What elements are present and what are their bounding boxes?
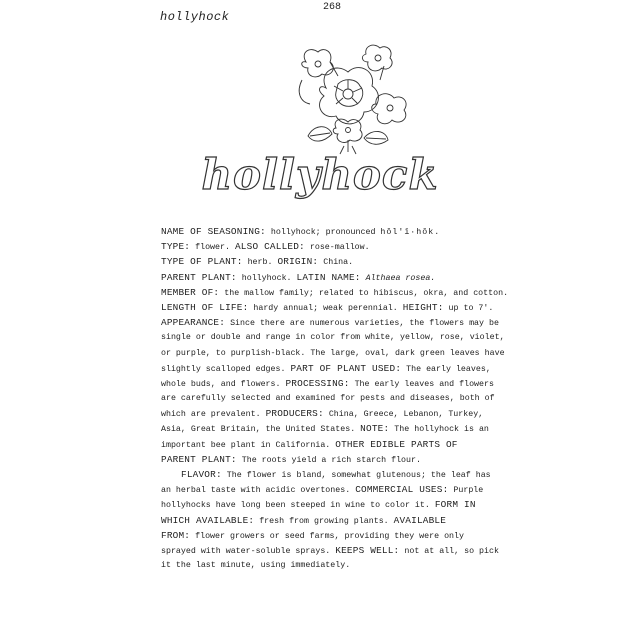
height-value: up to 7'. — [448, 303, 494, 313]
name-of-seasoning-value: hollyhock; pronounced — [270, 228, 376, 237]
commercial-uses-text: Purple — [453, 486, 484, 496]
note-label: NOTE: — [360, 423, 390, 435]
entry-line — [161, 224, 561, 239]
entry-line — [161, 421, 561, 436]
entry-line — [161, 239, 561, 254]
appearance-text: single or double and range in color from white, yellow, rose, violet, — [161, 333, 505, 343]
other-edible-parts-text: The roots yield a rich starch flour. — [241, 455, 421, 465]
commercial-uses-label: COMMERCIAL USES: — [355, 484, 449, 496]
processing-text: The early leaves and flowers — [354, 379, 494, 389]
entry-line — [161, 406, 561, 421]
parent-plant-value: hollyhock. — [241, 273, 292, 283]
producers-label: PRODUCERS: — [265, 408, 324, 420]
available-from-text: sprayed with water-soluble sprays. — [161, 546, 331, 556]
latin-name-value: Althaea rosea. — [365, 273, 436, 283]
type-label: TYPE: — [161, 241, 191, 253]
form-in-which-available-text: fresh from growing plants. — [259, 516, 389, 526]
available-from-label: FROM: — [161, 529, 191, 541]
page-number: 268 — [323, 2, 342, 13]
entry-line — [161, 361, 561, 376]
appearance-text: Since there are numerous varieties, the flowers may be — [230, 319, 499, 329]
entry-line — [161, 300, 561, 315]
entry-line — [161, 315, 561, 330]
also-called-label: ALSO CALLED: — [234, 241, 305, 253]
entry-line — [161, 391, 561, 406]
length-of-life-label: LENGTH OF LIFE: — [161, 301, 249, 313]
processing-text: are carefully selected and examined for pests and diseases, both of — [161, 394, 495, 404]
appearance-text: or purple, to purplish-black. The large, oval, dark green leaves have — [161, 348, 505, 358]
entry-line — [161, 467, 561, 482]
entry-line — [161, 497, 561, 512]
entry-line — [161, 254, 561, 269]
entry-body — [161, 224, 561, 573]
other-edible-parts-label: OTHER EDIBLE PARTS OF — [335, 438, 458, 450]
part-of-plant-used-label: PART OF PLANT USED: — [290, 362, 402, 374]
length-of-life-value: hardy annual; weak perennial. — [253, 303, 398, 313]
entry-line — [161, 376, 561, 391]
form-in-which-available-label: WHICH AVAILABLE: — [161, 514, 255, 526]
parent-plant-label: PARENT PLANT: — [161, 271, 237, 283]
name-of-seasoning-label: NAME OF SEASONING: — [161, 226, 266, 237]
entry-line — [161, 543, 561, 558]
type-of-plant-label: TYPE OF PLANT: — [161, 256, 243, 268]
processing-label: PROCESSING: — [285, 377, 350, 389]
origin-value: China. — [323, 258, 354, 268]
commercial-uses-text: hollyhocks have long been steeped in wine to color it. — [161, 501, 430, 511]
flavor-text: an herbal taste with acidic overtones. — [161, 486, 351, 496]
other-edible-parts-label: PARENT PLANT: — [161, 453, 237, 465]
keeps-well-text: not at all, so pick — [404, 546, 499, 556]
type-value: flower. — [195, 243, 230, 253]
flavor-text: The flower is bland, somewhat glutenous; the leaf has — [226, 471, 491, 480]
available-from-label: AVAILABLE — [393, 514, 447, 526]
entry-line — [161, 452, 561, 467]
note-text: important bee plant in California. — [161, 440, 331, 450]
entry-line — [161, 482, 561, 497]
page-title: hollyhock — [201, 150, 439, 199]
type-of-plant-value: herb. — [247, 258, 273, 268]
member-of-value: the mallow family; related to hibiscus, okra, and cotton. — [224, 288, 509, 298]
available-from-text: flower growers or seed farms, providing they were only — [195, 531, 464, 541]
member-of-label: MEMBER OF: — [161, 286, 220, 298]
latin-name-label: LATIN NAME: — [296, 271, 361, 283]
entry-line — [161, 528, 561, 543]
producers-text: China, Greece, Lebanon, Turkey, — [328, 410, 484, 420]
entry-line — [161, 346, 561, 361]
part-of-plant-used-text: whole buds, and flowers. — [161, 379, 281, 389]
hollyhock-flower-illustration — [288, 40, 418, 155]
also-called-value: rose-mallow. — [309, 243, 370, 253]
entry-line — [161, 285, 561, 300]
flavor-label: FLAVOR: — [181, 469, 222, 480]
part-of-plant-used-text: The early leaves, — [406, 364, 491, 374]
running-head: hollyhock — [160, 10, 230, 24]
entry-line — [161, 330, 561, 345]
appearance-label: APPEARANCE: — [161, 317, 226, 329]
entry-line — [161, 270, 561, 285]
note-text: The hollyhock is an — [394, 425, 489, 435]
form-in-which-available-label: FORM IN — [434, 499, 476, 511]
keeps-well-text: it the last minute, using immediately. — [161, 561, 351, 571]
processing-text: which are prevalent. — [161, 410, 261, 420]
height-label: HEIGHT: — [402, 301, 444, 313]
origin-label: ORIGIN: — [277, 256, 319, 268]
entry-line — [161, 513, 561, 528]
entry-line — [161, 558, 561, 573]
entry-line — [161, 437, 561, 452]
keeps-well-label: KEEPS WELL: — [335, 544, 400, 556]
producers-text: Asia, Great Britain, the United States. — [161, 425, 356, 435]
appearance-text: slightly scalloped edges. — [161, 364, 286, 374]
pronunciation: hŏl'ī·hŏk. — [380, 228, 441, 237]
